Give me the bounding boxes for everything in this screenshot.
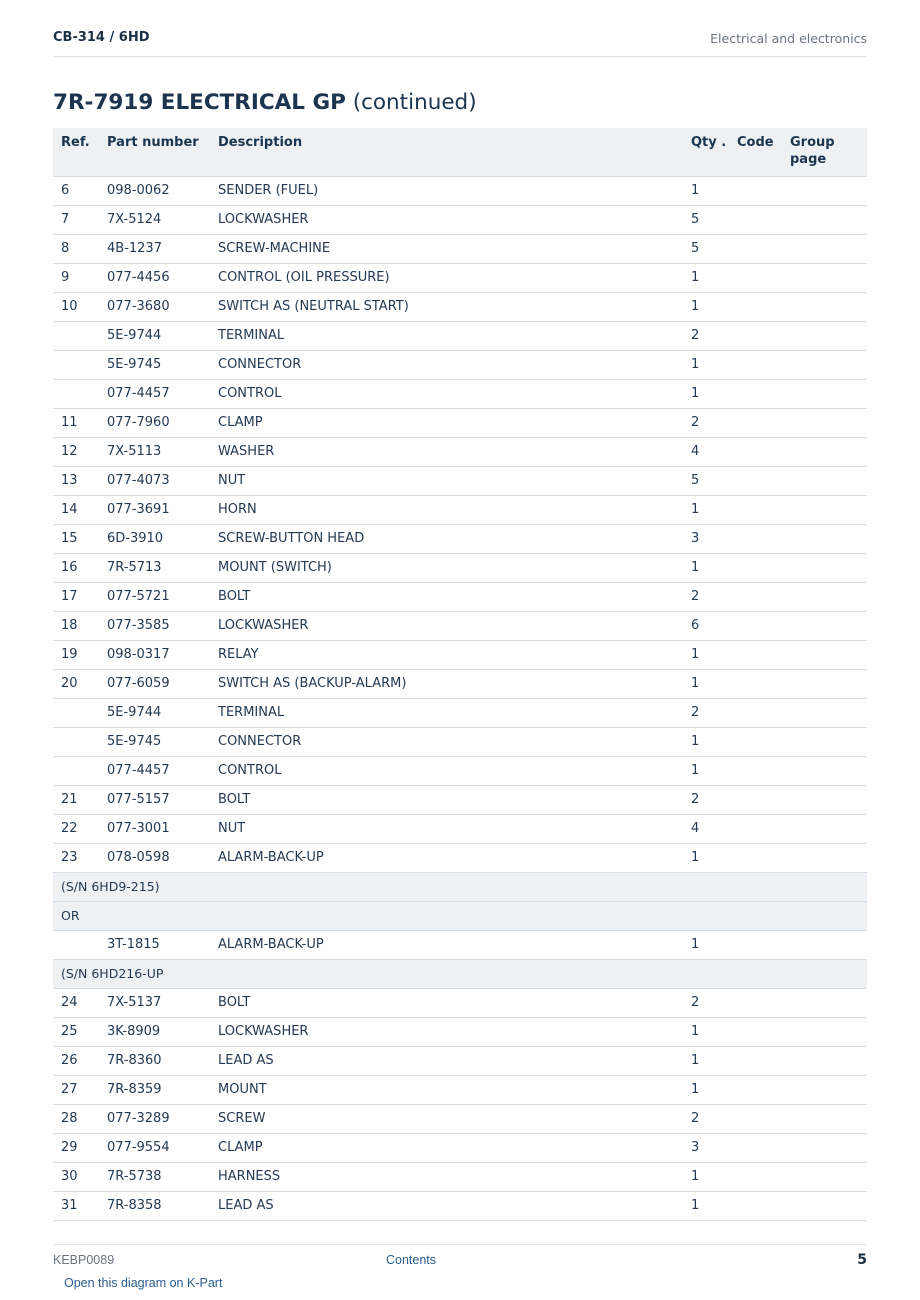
table-row bbox=[53, 1018, 867, 1047]
group-page-cell bbox=[782, 1076, 867, 1105]
description-cell: BOLT bbox=[210, 583, 683, 612]
qty-cell: 1 bbox=[683, 177, 729, 206]
code-cell bbox=[729, 699, 782, 728]
ref-cell: 24 bbox=[53, 989, 99, 1018]
description-cell: CONNECTOR bbox=[210, 351, 683, 380]
part-number-cell: 4B-1237 bbox=[99, 235, 210, 264]
col-header-qty: Qty . bbox=[683, 128, 729, 177]
description-cell: TERMINAL bbox=[210, 699, 683, 728]
qty-cell: 2 bbox=[683, 1105, 729, 1134]
code-cell bbox=[729, 496, 782, 525]
group-page-cell bbox=[782, 206, 867, 235]
group-page-cell bbox=[782, 670, 867, 699]
table-row bbox=[53, 177, 867, 206]
table-row bbox=[53, 264, 867, 293]
code-cell bbox=[729, 467, 782, 496]
description-cell: LOCKWASHER bbox=[210, 1018, 683, 1047]
footer-divider bbox=[53, 1244, 867, 1245]
ref-cell: 20 bbox=[53, 670, 99, 699]
table-row bbox=[53, 1163, 867, 1192]
table-row bbox=[53, 293, 867, 322]
group-page-cell bbox=[782, 699, 867, 728]
group-page-cell bbox=[782, 1163, 867, 1192]
group-page-cell bbox=[782, 583, 867, 612]
group-page-cell bbox=[782, 931, 867, 960]
description-cell: SWITCH AS (NEUTRAL START) bbox=[210, 293, 683, 322]
part-number-cell: 098-0317 bbox=[99, 641, 210, 670]
code-cell bbox=[729, 612, 782, 641]
group-page-cell bbox=[782, 612, 867, 641]
code-cell bbox=[729, 641, 782, 670]
description-cell: WASHER bbox=[210, 438, 683, 467]
page-title bbox=[53, 90, 477, 115]
code-cell bbox=[729, 844, 782, 873]
description-cell: NUT bbox=[210, 815, 683, 844]
group-page-cell bbox=[782, 409, 867, 438]
part-number-cell: 7X-5124 bbox=[99, 206, 210, 235]
qty-cell: 5 bbox=[683, 206, 729, 235]
serial-note: (S/N 6HD216-UP bbox=[53, 960, 867, 989]
ref-cell bbox=[53, 380, 99, 409]
qty-cell: 1 bbox=[683, 728, 729, 757]
part-number-cell: 077-4457 bbox=[99, 757, 210, 786]
group-page-cell bbox=[782, 467, 867, 496]
part-number-cell: 7X-5137 bbox=[99, 989, 210, 1018]
col-header-description: Description bbox=[210, 128, 683, 177]
ref-cell: 15 bbox=[53, 525, 99, 554]
ref-cell bbox=[53, 322, 99, 351]
qty-cell: 2 bbox=[683, 786, 729, 815]
part-number-cell: 077-3289 bbox=[99, 1105, 210, 1134]
group-page-cell bbox=[782, 1047, 867, 1076]
part-number-cell: 077-6059 bbox=[99, 670, 210, 699]
table-row bbox=[53, 670, 867, 699]
qty-cell: 2 bbox=[683, 989, 729, 1018]
table-row bbox=[53, 989, 867, 1018]
part-number-cell: 077-3001 bbox=[99, 815, 210, 844]
part-number-cell: 3T-1815 bbox=[99, 931, 210, 960]
ref-cell bbox=[53, 757, 99, 786]
part-number-cell: 5E-9744 bbox=[99, 322, 210, 351]
document-id: CB-314 / 6HD bbox=[53, 30, 150, 45]
code-cell bbox=[729, 670, 782, 699]
ref-cell: 7 bbox=[53, 206, 99, 235]
title-suffix: (continued) bbox=[352, 90, 477, 115]
qty-cell: 1 bbox=[683, 380, 729, 409]
code-cell bbox=[729, 177, 782, 206]
description-cell: BOLT bbox=[210, 786, 683, 815]
ref-cell: 18 bbox=[53, 612, 99, 641]
ref-cell: 26 bbox=[53, 1047, 99, 1076]
group-page-cell bbox=[782, 496, 867, 525]
code-cell bbox=[729, 322, 782, 351]
qty-cell: 3 bbox=[683, 1134, 729, 1163]
description-cell: SCREW-BUTTON HEAD bbox=[210, 525, 683, 554]
group-page-cell bbox=[782, 438, 867, 467]
ref-cell: 6 bbox=[53, 177, 99, 206]
ref-cell: 8 bbox=[53, 235, 99, 264]
table-row bbox=[53, 844, 867, 873]
ref-cell: 10 bbox=[53, 293, 99, 322]
code-cell bbox=[729, 1047, 782, 1076]
table-row bbox=[53, 380, 867, 409]
part-number-cell: 7X-5113 bbox=[99, 438, 210, 467]
description-cell: HORN bbox=[210, 496, 683, 525]
part-number-cell: 5E-9745 bbox=[99, 728, 210, 757]
qty-cell: 1 bbox=[683, 1018, 729, 1047]
description-cell: CONTROL bbox=[210, 380, 683, 409]
code-cell bbox=[729, 554, 782, 583]
qty-cell: 4 bbox=[683, 438, 729, 467]
col-header-part-number: Part number bbox=[99, 128, 210, 177]
qty-cell: 1 bbox=[683, 670, 729, 699]
description-cell: LOCKWASHER bbox=[210, 206, 683, 235]
code-cell bbox=[729, 409, 782, 438]
code-cell bbox=[729, 1105, 782, 1134]
qty-cell: 1 bbox=[683, 1047, 729, 1076]
group-page-cell bbox=[782, 293, 867, 322]
qty-cell: 4 bbox=[683, 815, 729, 844]
part-number-cell: 6D-3910 bbox=[99, 525, 210, 554]
ref-cell bbox=[53, 728, 99, 757]
col-header-group-page: Group page bbox=[782, 128, 867, 177]
qty-cell: 1 bbox=[683, 554, 729, 583]
ref-cell bbox=[53, 699, 99, 728]
open-diagram-link[interactable]: Open this diagram on K-Part bbox=[64, 1276, 223, 1290]
description-cell: SWITCH AS (BACKUP-ALARM) bbox=[210, 670, 683, 699]
description-cell: HARNESS bbox=[210, 1163, 683, 1192]
table-row bbox=[53, 467, 867, 496]
table-row bbox=[53, 786, 867, 815]
part-number-cell: 077-4456 bbox=[99, 264, 210, 293]
ref-cell: 27 bbox=[53, 1076, 99, 1105]
code-cell bbox=[729, 989, 782, 1018]
ref-cell: 19 bbox=[53, 641, 99, 670]
part-number-cell: 077-5721 bbox=[99, 583, 210, 612]
table-row bbox=[53, 699, 867, 728]
part-number-cell: 5E-9745 bbox=[99, 351, 210, 380]
part-number-cell: 077-9554 bbox=[99, 1134, 210, 1163]
table-row bbox=[53, 1105, 867, 1134]
table-row bbox=[53, 438, 867, 467]
ref-cell: 21 bbox=[53, 786, 99, 815]
ref-cell: 9 bbox=[53, 264, 99, 293]
parts-table bbox=[53, 128, 867, 1221]
description-cell: CLAMP bbox=[210, 409, 683, 438]
code-cell bbox=[729, 293, 782, 322]
ref-cell: 25 bbox=[53, 1018, 99, 1047]
code-cell bbox=[729, 438, 782, 467]
col-header-code: Code bbox=[729, 128, 782, 177]
table-row bbox=[53, 554, 867, 583]
ref-cell: 16 bbox=[53, 554, 99, 583]
parts-table-body bbox=[53, 177, 867, 1221]
ref-cell: 17 bbox=[53, 583, 99, 612]
table-row bbox=[53, 815, 867, 844]
table-row bbox=[53, 1192, 867, 1221]
qty-cell: 1 bbox=[683, 293, 729, 322]
description-cell: CLAMP bbox=[210, 1134, 683, 1163]
table-header-row bbox=[53, 128, 867, 177]
part-number-cell: 078-0598 bbox=[99, 844, 210, 873]
qty-cell: 1 bbox=[683, 641, 729, 670]
code-cell bbox=[729, 206, 782, 235]
qty-cell: 1 bbox=[683, 1163, 729, 1192]
code-cell bbox=[729, 235, 782, 264]
qty-cell: 1 bbox=[683, 351, 729, 380]
qty-cell: 1 bbox=[683, 931, 729, 960]
footer-doc-code: KEBP0089 bbox=[53, 1253, 115, 1267]
qty-cell: 2 bbox=[683, 699, 729, 728]
table-row bbox=[53, 1047, 867, 1076]
qty-cell: 1 bbox=[683, 496, 729, 525]
code-cell bbox=[729, 1163, 782, 1192]
group-page-cell bbox=[782, 351, 867, 380]
ref-cell bbox=[53, 931, 99, 960]
part-number-cell: 7R-8358 bbox=[99, 1192, 210, 1221]
part-number-cell: 7R-8359 bbox=[99, 1076, 210, 1105]
description-cell: LOCKWASHER bbox=[210, 612, 683, 641]
group-page-cell bbox=[782, 264, 867, 293]
group-page-cell bbox=[782, 1134, 867, 1163]
section-name: Electrical and electronics bbox=[710, 31, 867, 46]
table-row bbox=[53, 931, 867, 960]
description-cell: LEAD AS bbox=[210, 1192, 683, 1221]
group-page-cell bbox=[782, 235, 867, 264]
group-page-cell bbox=[782, 322, 867, 351]
qty-cell: 1 bbox=[683, 844, 729, 873]
table-row bbox=[53, 728, 867, 757]
description-cell: ALARM-BACK-UP bbox=[210, 931, 683, 960]
description-cell: SCREW-MACHINE bbox=[210, 235, 683, 264]
part-number-cell: 077-7960 bbox=[99, 409, 210, 438]
ref-cell: 31 bbox=[53, 1192, 99, 1221]
ref-cell bbox=[53, 351, 99, 380]
serial-note: (S/N 6HD9-215) bbox=[53, 873, 867, 902]
code-cell bbox=[729, 1134, 782, 1163]
group-page-cell bbox=[782, 380, 867, 409]
code-cell bbox=[729, 525, 782, 554]
page-header bbox=[53, 28, 867, 57]
description-cell: CONNECTOR bbox=[210, 728, 683, 757]
serial-note-row bbox=[53, 873, 867, 902]
code-cell bbox=[729, 1076, 782, 1105]
ref-cell: 22 bbox=[53, 815, 99, 844]
group-page-cell bbox=[782, 786, 867, 815]
qty-cell: 2 bbox=[683, 583, 729, 612]
part-number-cell: 077-4457 bbox=[99, 380, 210, 409]
part-number-cell: 077-3585 bbox=[99, 612, 210, 641]
part-number-cell: 077-5157 bbox=[99, 786, 210, 815]
code-cell bbox=[729, 757, 782, 786]
description-cell: CONTROL (OIL PRESSURE) bbox=[210, 264, 683, 293]
part-number-cell: 098-0062 bbox=[99, 177, 210, 206]
description-cell: BOLT bbox=[210, 989, 683, 1018]
ref-cell: 23 bbox=[53, 844, 99, 873]
ref-cell: 14 bbox=[53, 496, 99, 525]
ref-cell: 29 bbox=[53, 1134, 99, 1163]
table-row bbox=[53, 409, 867, 438]
code-cell bbox=[729, 1192, 782, 1221]
part-number-cell: 7R-5738 bbox=[99, 1163, 210, 1192]
description-cell: LEAD AS bbox=[210, 1047, 683, 1076]
part-number-cell: 7R-8360 bbox=[99, 1047, 210, 1076]
part-number-cell: 077-4073 bbox=[99, 467, 210, 496]
group-page-cell bbox=[782, 728, 867, 757]
code-cell bbox=[729, 583, 782, 612]
description-cell: MOUNT (SWITCH) bbox=[210, 554, 683, 583]
qty-cell: 1 bbox=[683, 757, 729, 786]
serial-note-row bbox=[53, 960, 867, 989]
part-number-cell: 7R-5713 bbox=[99, 554, 210, 583]
qty-cell: 3 bbox=[683, 525, 729, 554]
qty-cell: 6 bbox=[683, 612, 729, 641]
group-page-cell bbox=[782, 815, 867, 844]
table-row bbox=[53, 351, 867, 380]
part-number-cell: 077-3680 bbox=[99, 293, 210, 322]
table-row bbox=[53, 322, 867, 351]
page-number: 5 bbox=[857, 1252, 867, 1268]
table-row bbox=[53, 1134, 867, 1163]
group-page-cell bbox=[782, 554, 867, 583]
group-page-cell bbox=[782, 1192, 867, 1221]
table-row bbox=[53, 206, 867, 235]
group-page-cell bbox=[782, 1018, 867, 1047]
table-row bbox=[53, 235, 867, 264]
ref-cell: 13 bbox=[53, 467, 99, 496]
table-row bbox=[53, 583, 867, 612]
qty-cell: 2 bbox=[683, 409, 729, 438]
description-cell: TERMINAL bbox=[210, 322, 683, 351]
table-row bbox=[53, 525, 867, 554]
code-cell bbox=[729, 728, 782, 757]
code-cell bbox=[729, 815, 782, 844]
part-number-cell: 5E-9744 bbox=[99, 699, 210, 728]
qty-cell: 1 bbox=[683, 1076, 729, 1105]
serial-note: OR bbox=[53, 902, 867, 931]
group-page-cell bbox=[782, 1105, 867, 1134]
part-number-cell: 077-3691 bbox=[99, 496, 210, 525]
table-row bbox=[53, 1076, 867, 1105]
code-cell bbox=[729, 1018, 782, 1047]
description-cell: CONTROL bbox=[210, 757, 683, 786]
group-page-cell bbox=[782, 641, 867, 670]
qty-cell: 1 bbox=[683, 1192, 729, 1221]
group-page-cell bbox=[782, 177, 867, 206]
ref-cell: 30 bbox=[53, 1163, 99, 1192]
table-row bbox=[53, 757, 867, 786]
serial-note-row bbox=[53, 902, 867, 931]
contents-link[interactable]: Contents bbox=[386, 1253, 437, 1267]
code-cell bbox=[729, 786, 782, 815]
group-page-cell bbox=[782, 757, 867, 786]
description-cell: ALARM-BACK-UP bbox=[210, 844, 683, 873]
table-row bbox=[53, 496, 867, 525]
ref-cell: 12 bbox=[53, 438, 99, 467]
code-cell bbox=[729, 380, 782, 409]
col-header-ref: Ref. bbox=[53, 128, 99, 177]
title-main: 7R-7919 ELECTRICAL GP bbox=[53, 90, 346, 115]
description-cell: SCREW bbox=[210, 1105, 683, 1134]
part-number-cell: 3K-8909 bbox=[99, 1018, 210, 1047]
table-row bbox=[53, 612, 867, 641]
description-cell: NUT bbox=[210, 467, 683, 496]
ref-cell: 28 bbox=[53, 1105, 99, 1134]
ref-cell: 11 bbox=[53, 409, 99, 438]
description-cell: SENDER (FUEL) bbox=[210, 177, 683, 206]
code-cell bbox=[729, 264, 782, 293]
group-page-cell bbox=[782, 525, 867, 554]
description-cell: MOUNT bbox=[210, 1076, 683, 1105]
description-cell: RELAY bbox=[210, 641, 683, 670]
qty-cell: 2 bbox=[683, 322, 729, 351]
qty-cell: 5 bbox=[683, 467, 729, 496]
group-page-cell bbox=[782, 989, 867, 1018]
code-cell bbox=[729, 351, 782, 380]
table-row bbox=[53, 641, 867, 670]
qty-cell: 1 bbox=[683, 264, 729, 293]
group-page-cell bbox=[782, 844, 867, 873]
code-cell bbox=[729, 931, 782, 960]
qty-cell: 5 bbox=[683, 235, 729, 264]
